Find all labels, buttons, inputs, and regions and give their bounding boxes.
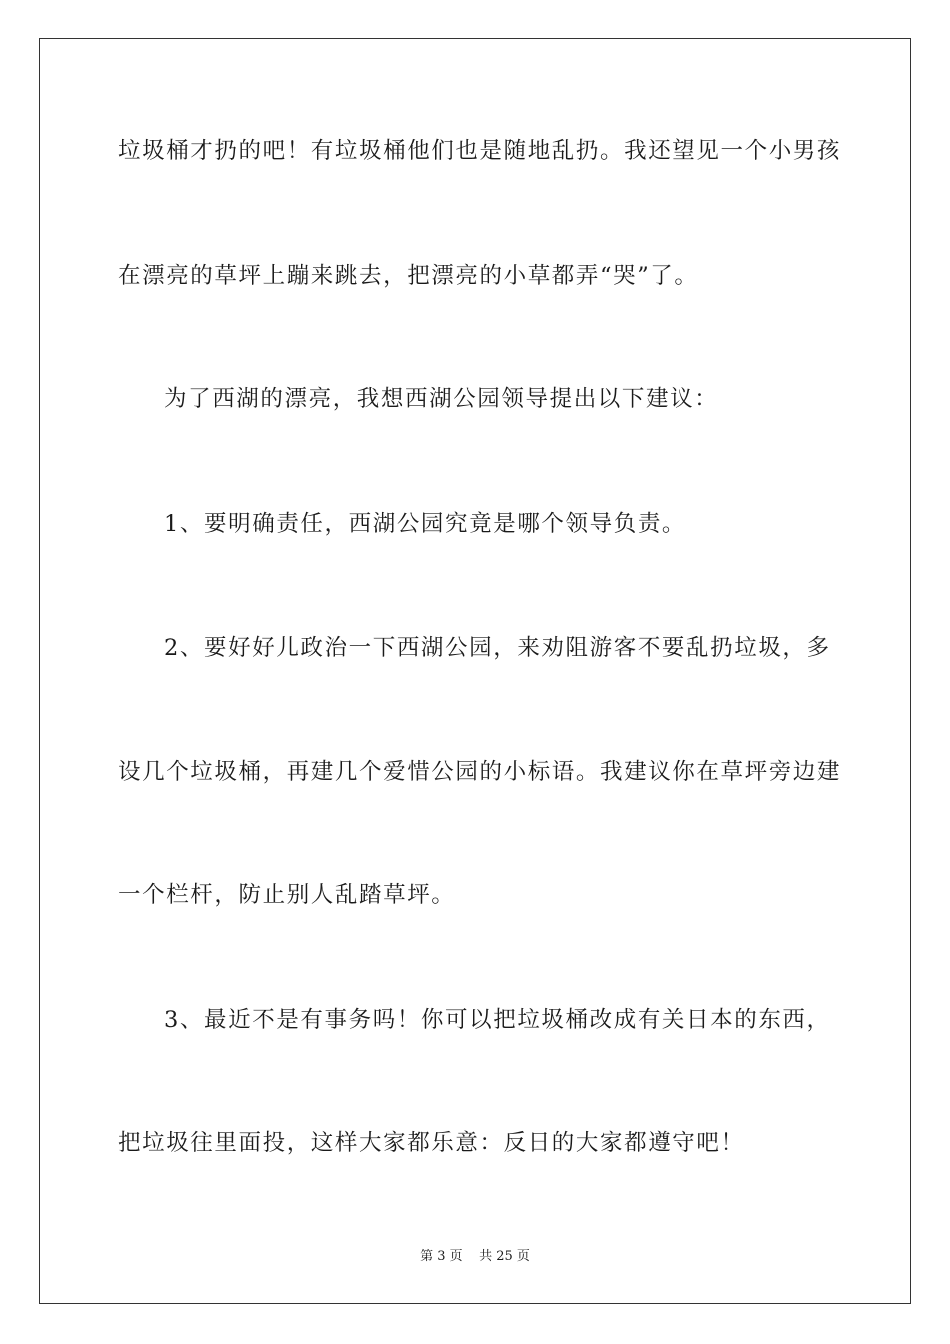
text-line-4: 1、要明确责任，西湖公园究竟是哪个领导负责。: [164, 511, 687, 537]
text-line-6: 设几个垃圾桶，再建几个爱惜公园的小标语。我建议你在草坪旁边建: [118, 759, 842, 785]
text-line-8: 3、最近不是有事务吗！你可以把垃圾桶改成有关日本的东西，: [164, 1007, 831, 1033]
page-number-footer: 第 3 页 共 25 页: [420, 1249, 530, 1264]
text-line-1: 垃圾桶才扔的吧！有垃圾桶他们也是随地乱扔。我还望见一个小男孩: [118, 138, 842, 164]
text-line-7: 一个栏杆，防止别人乱踏草坪。: [118, 882, 456, 908]
text-line-5: 2、要好好儿政治一下西湖公园，来劝阻游客不要乱扔垃圾，多: [164, 635, 831, 661]
page-border: [39, 38, 911, 1304]
text-line-3: 为了西湖的漂亮，我想西湖公园领导提出以下建议：: [164, 386, 719, 412]
text-line-9: 把垃圾往里面投，这样大家都乐意：反日的大家都遵守吧！: [118, 1130, 745, 1156]
text-line-2: 在漂亮的草坪上蹦来跳去，把漂亮的小草都弄“哭”了。: [118, 263, 699, 289]
